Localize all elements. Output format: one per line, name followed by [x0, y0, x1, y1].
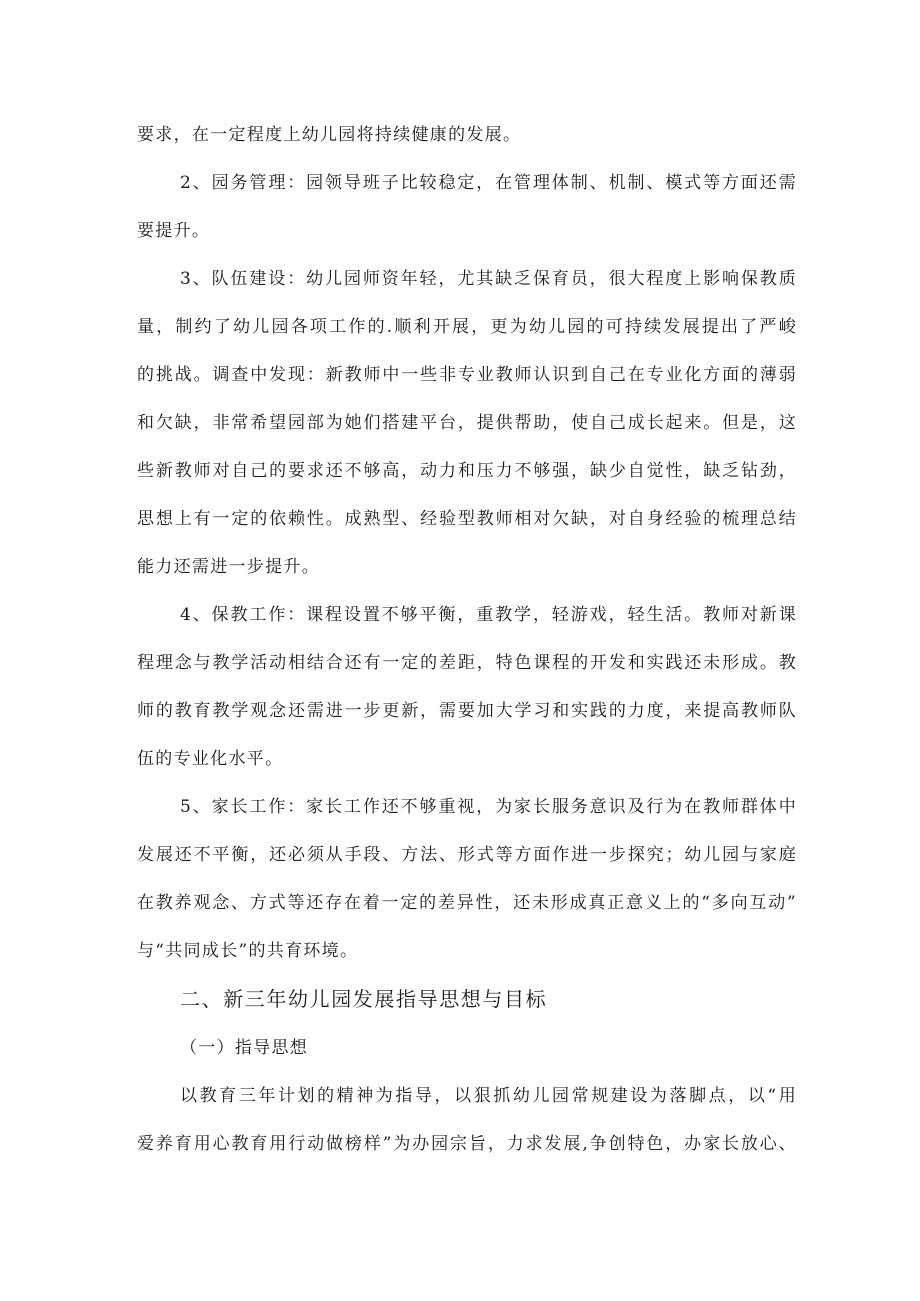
paragraph-line: 以教育三年计划的精神为指导，以狠抓幼儿园常规建设为落脚点，以“用 [180, 1086, 797, 1106]
paragraph-line: 量，制约了幼儿园各项工作的.顺利开展，更为幼儿园的可持续发展提出了严峻 [137, 317, 797, 337]
subsection-heading: （一）指导思想 [180, 1038, 309, 1058]
paragraph-line: 3、队伍建设：幼儿园师资年轻，尤其缺乏保育员，很大程度上影响保教质 [180, 269, 797, 289]
paragraph-line: 能力还需进一步提升。 [137, 557, 320, 577]
paragraph-line: 些新教师对自己的要求还不够高，动力和压力不够强，缺少自觉性，缺乏钻劲， [137, 461, 797, 481]
paragraph-line: 4、保教工作：课程设置不够平衡，重教学，轻游戏，轻生活。教师对新课 [180, 605, 797, 625]
paragraph-line: 的挑战。调查中发现：新教师中一些非专业教师认识到自己在专业化方面的薄弱 [137, 365, 797, 385]
paragraph-line: 要求，在一定程度上幼儿园将持续健康的发展。 [137, 125, 522, 145]
paragraph-line: 在教养观念、方式等还存在着一定的差异性，还未形成真正意义上的“多向互动” [137, 893, 797, 913]
paragraph-line: 和欠缺，非常希望园部为她们搭建平台，提供帮助，使自己成长起来。但是，这 [137, 413, 797, 433]
paragraph-line: 思想上有一定的依赖性。成熟型、经验型教师相对欠缺，对自身经验的梳理总结 [137, 509, 797, 529]
paragraph-line: 与“共同成长”的共育环境。 [137, 941, 359, 961]
paragraph-line: 爱养育用心教育用行动做榜样”为办园宗旨，力求发展,争创特色，办家长放心、 [137, 1134, 797, 1154]
paragraph-line: 要提升。 [137, 221, 211, 241]
paragraph-line: 伍的专业化水平。 [137, 749, 284, 769]
paragraph-line: 5、家长工作：家长工作还不够重视，为家长服务意识及行为在教师群体中 [180, 797, 797, 817]
paragraph-line: 程理念与教学活动相结合还有一定的差距，特色课程的开发和实践还未形成。教 [137, 653, 797, 673]
paragraph-line: 2、园务管理：园领导班子比较稳定，在管理体制、机制、模式等方面还需 [180, 173, 797, 193]
section-heading: 二、新三年幼儿园发展指导思想与目标 [180, 987, 548, 1011]
paragraph-line: 发展还不平衡，还必须从手段、方法、形式等方面作进一步探究；幼儿园与家庭 [137, 845, 797, 865]
paragraph-line: 师的教育教学观念还需进一步更新，需要加大学习和实践的力度，来提高教师队 [137, 701, 797, 721]
